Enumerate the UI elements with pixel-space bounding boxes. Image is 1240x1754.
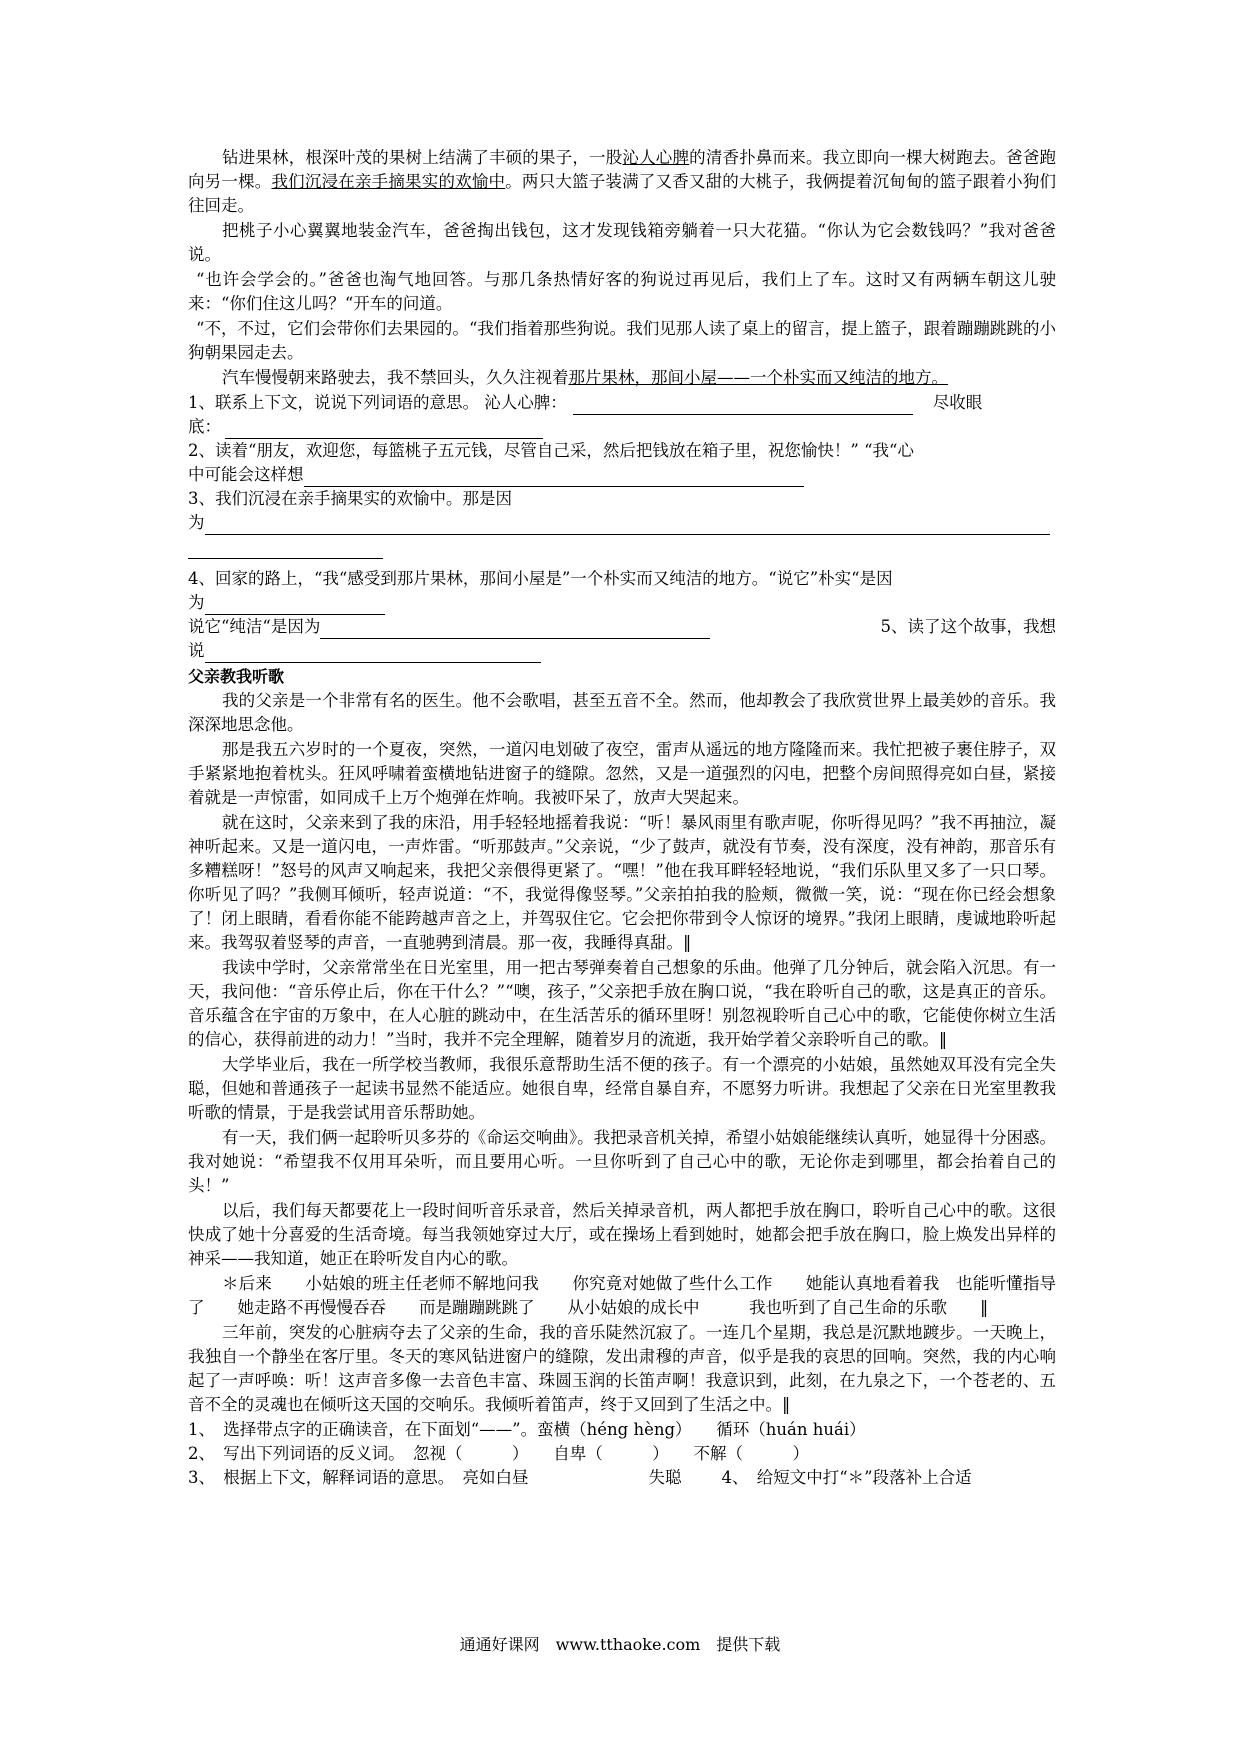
passage2-title: 父亲教我听歌 [188,667,285,686]
question-1: 1、联系上下文，说说下列词语的意思。 沁人心脾： 尽收眼 [188,391,1056,415]
passage2-paragraph-4: 我读中学时，父亲常常坐在日光室里，用一把古琴弹奏着自己想象的乐曲。他弹了几分钟后，就会陷入沉思。有一天，我问他：“音乐停止后，你在干什么？”“噢，孩子，”父亲把手放在胸口说，“我在聆听自己的歌，这是真正的音乐。音乐蕴含在宇宙的万象中，在人心脏的跳动中，在生活苦乐的循环里呀！别忽视聆听自己心中的歌，它能使你树立生活的信心，获得前进的动力！”当时，我并不完全理解，随着岁月的流逝，我开始学着父亲聆听自己的歌。‖ [188,958,1056,1049]
passage2-paragraph-6: 有一天，我们俩一起聆听贝多芬的《命运交响曲》。我把录音机关掉，希望小姑娘能继续认真听，她显得十分困惑。我对她说：“希望我不仅用耳朵听，而且要用心听。一旦你听到了自己心中的歌，无论你走到哪里，都会抬着自己的头！” [188,1128,1056,1195]
question-3-cont: 为 [188,511,1056,535]
passage2-paragraph-5: 大学毕业后，我在一所学校当教师，我很乐意帮助生活不便的孩子。有一个漂亮的小姑娘，虽然她双耳没有完全失聪，但她和普通孩子一起读书显然不能适应。她很自卑，经常自暴自弃，不愿努力听讲。我想起了父亲在日光室里教我听歌的情景，于是我尝试用音乐帮助她。 [188,1055,1056,1122]
question-4-cont: 为 [188,591,1056,615]
page-footer: 通通好课网 www.tthaoke.com 提供下载 [459,1635,781,1654]
underlined-phrase: 沁人心脾 [622,148,690,167]
passage2-paragraph-1: 我的父亲是一个非常有名的医生。他不会歌唱，甚至五音不全。然而，他却教会了我欣赏世界上最美妙的音乐。我深深地思念他。 [188,691,1056,734]
question-1-cont: 底： [188,415,1056,439]
passage2-question-2: 2、 写出下列词语的反义词。 忽视（ ） 自卑（ ） 不解（ ） [188,1444,809,1463]
passage1-paragraph-2: 把桃子小心翼翼地装金汽车，爸爸掏出钱包，这才发现钱箱旁躺着一只大花猫。“你认为它会数钱吗？”我对爸爸说。 [188,221,1056,264]
document-body [188,146,1056,1490]
question-2: 2、读着“朋友，欢迎您，每篮桃子五元钱，尽管自己采，然后把钱放在箱子里，祝您愉快！” “我“心 [188,441,914,460]
passage1-paragraph-3: “也许会学会的。”爸爸也淘气地回答。与那几条热情好客的狗说过再见后，我们上了车。这时又有两辆车朝这儿驶来：“你们住这儿吗？“开车的问道。 [188,270,1056,313]
passage2-paragraph-9: 三年前，突发的心脏病夺去了父亲的生命，我的音乐陡然沉寂了。一连几个星期，我总是沉默地踱步。一天晚上，我独自一个静坐在客厅里。冬天的寒风钻进窗户的缝隙，发出肃穆的声音，似乎是我的哀思的回响。突然，我的内心响起了一声呼唤：听！这声音多像一去音色丰富、珠圆玉润的长笛声啊！我意识到，此刻，在九泉之下，一个苍老的、五音不全的灵魂也在倾听这天国的交响乐。我倾听着笛声，终于又回到了生活之中。‖ [188,1323,1056,1414]
question-5-cont: 说 [188,639,1056,663]
passage2-question-3-4: 3、 根据上下文，解释词语的意思。 亮如白昼 失聪 4、 给短文中打“＊”段落补上合适 [188,1468,972,1487]
answer-blank[interactable] [205,646,541,663]
passage2-paragraph-2: 那是我五六岁时的一个夏夜，突然，一道闪电划破了夜空，雷声从遥远的地方隆隆而来。我忙把被子裹住脖子，双手紧紧地抱着枕头。狂风呼啸着蛮横地钻进窗子的缝隙。忽然，又是一道强烈的闪电，把整个房间照得亮如白昼，紧接着就是一声惊雷，如同成千上万个炮弹在炸响。我被吓呆了，放声大哭起来。 [188,740,1056,807]
underlined-ending: 那片果林，那间小屋——一个朴实而又纯洁的地方。 [568,368,948,387]
answer-blank[interactable] [205,518,1050,535]
question-3: 3、我们沉浸在亲手摘果实的欢愉中。那是因 [188,489,512,508]
passage2-paragraph-3: 就在这时，父亲来到了我的床沿，用手轻轻地摇着我说：“听！暴风雨里有歌声呢，你听得见吗？”我不再抽泣，凝神听起来。又是一道闪电，一声炸雷。“听那鼓声。”父亲说，“少了鼓声，就没有节奏，没有深度，没有神韵，那音乐有多糟糕呀！”怒号的风声又响起来，我把父亲偎得更紧了。“嘿！”他在我耳畔轻轻地说，“我们乐队里又多了一只口琴。你听见了吗？”我侧耳倾听，轻声说道：“不，我觉得像竖琴。”父亲拍拍我的脸颊，微微一笑，说：“现在你已经会想象了！闭上眼睛，看看你能不能跨越声音之上，并驾驭住它。它会把你带到令人惊讶的境界。”我闭上眼睛，虔诚地聆听起来。我驾驭着竖琴的声音，一直驰骋到清晨。那一夜，我睡得真甜。‖ [188,813,1056,952]
passage2-paragraph-8-starred: ＊后来 小姑娘的班主任老师不解地问我 你究竟对她做了些什么工作 她能认真地看着我 也能听懂指导了 她走路不再慢慢吞吞 而是蹦蹦跳跳了 从小姑娘的成长中 我也听到了自己生命的乐歌 ‖ [188,1274,1056,1317]
passage1-paragraph-1: 钻进果林，根深叶茂的果树上结满了丰硕的果子，一股沁人心脾的清香扑鼻而来。我立即向一棵大树跑去。爸爸跑向另一棵。我们沉浸在亲手摘果实的欢愉中。两只大篮子装满了又香又甜的大桃子，我俩提着沉甸甸的篮子跟着小狗们往回走。 [188,148,1057,215]
answer-blank[interactable] [320,622,710,639]
question-4: 4、回家的路上，“我“感受到那片果林，那间小屋是”一个朴实而又纯洁的地方。“说它”朴实“是因 [188,569,893,588]
passage2-paragraph-7: 以后，我们每天都要花上一段时间听音乐录音，然后关掉录音机，两人都把手放在胸口，聆听自己心中的歌。这很快成了她十分喜爱的生活奇境。每当我领她穿过大厅，或在操场上看到她时，她都会把手放在胸口，脸上焕发出异样的神采——我知道，她正在聆听发自内心的歌。 [188,1201,1056,1268]
answer-blank[interactable] [573,398,913,415]
answer-blank[interactable] [225,422,543,439]
question-2-cont: 中可能会这样想 [188,463,1056,487]
answer-blank[interactable] [188,542,383,559]
passage1-paragraph-4: “不，不过，它们会带你们去果园的。“我们指着那些狗说。我们见那人读了桌上的留言，提上篮子，跟着蹦蹦跳跳的小狗朝果园走去。 [188,319,1056,362]
passage1-paragraph-5: 汽车慢慢朝来路驶去，我不禁回头，久久注视着那片果林，那间小屋——一个朴实而又纯洁的地方。 [222,368,948,387]
underlined-sentence: 我们沉浸在亲手摘果实的欢愉中 [271,172,506,191]
question-4-5: 说它“纯洁“是因为 5、读了这个故事，我想 [188,615,1056,639]
answer-blank[interactable] [205,598,385,615]
answer-blank[interactable] [304,470,804,487]
question-3-cont2 [188,535,1056,559]
passage2-question-1: 1、 选择带点字的正确读音，在下面划“——”。蛮横（héng hèng） 循环（huán huái） [188,1420,866,1439]
